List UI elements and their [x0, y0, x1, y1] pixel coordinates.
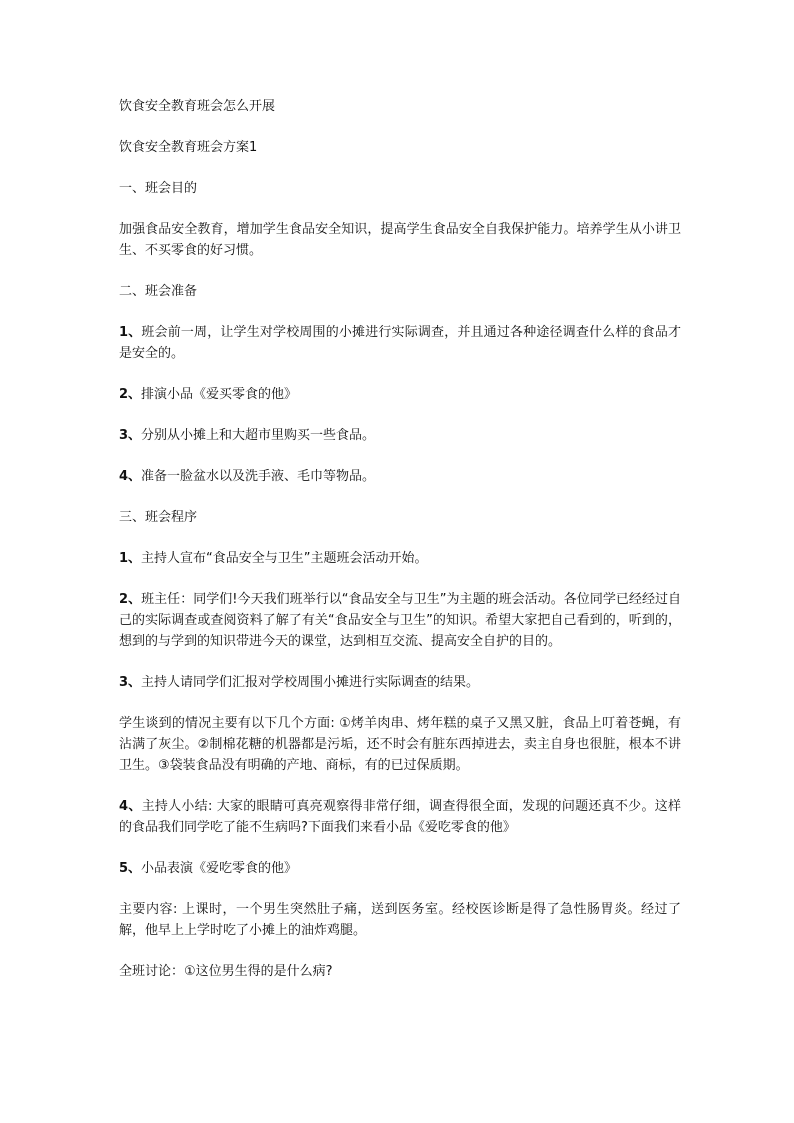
class-discussion-paragraph: 全班讨论：①这位男生得的是什么病? — [119, 964, 333, 979]
purpose-paragraph: 加强食品安全教育，增加学生食品安全知识，提高学生食品安全自我保护能力。培养学生从小讲卫生、不买零食的好习惯。 — [119, 222, 681, 258]
skit-summary-paragraph: 主要内容: 上课时，一个男生突然肚子痛，送到医务室。经校医诊断是得了急性肠胃炎。经过了解，他早上上学时吃了小摊上的油炸鸡腿。 — [119, 902, 681, 938]
preparation-item-1: 1、班会前一周，让学生对学校周围的小摊进行实际调查，并且通过各种途径调查什么样的食品才是安全的。 — [119, 325, 681, 361]
student-report-paragraph: 学生谈到的情况主要有以下几个方面: ①烤羊肉串、烤年糕的桌子又黑又脏，食品上叮着苍蝇，有沾满了灰尘。②制棉花糖的机器都是污垢，还不时会有脏东西掉进去，卖主自身也很脏，根本不讲卫生。③袋装食品没有明确的产地、商标，有的已过保质期。 — [119, 716, 681, 773]
procedure-item-1: 1、主持人宣布“食品安全与卫生”主题班会活动开始。 — [119, 551, 428, 566]
document-title: 饮食安全教育班会怎么开展 — [119, 99, 276, 114]
section-heading-procedure: 三、班会程序 — [119, 510, 198, 525]
section-heading-purpose: 一、班会目的 — [119, 181, 198, 196]
preparation-item-3: 3、分别从小摊上和大超市里购买一些食品。 — [119, 428, 376, 443]
procedure-item-5: 5、小品表演《爱吃零食的他》 — [119, 861, 298, 876]
section-heading-preparation: 二、班会准备 — [119, 284, 198, 299]
plan-subtitle: 饮食安全教育班会方案1 — [119, 140, 258, 155]
document-body — [119, 96, 681, 1002]
preparation-item-2: 2、排演小品《爱买零食的他》 — [119, 387, 298, 402]
procedure-item-2: 2、班主任：同学们!今天我们班举行以“食品安全与卫生”为主题的班会活动。各位同学已经经过自己的实际调查或查阅资料了解了有关“食品安全与卫生”的知识。希望大家把自己看到的，听到的，想到的与学到的知识带进今天的课堂，达到相互交流、提高安全自护的目的。 — [119, 592, 681, 649]
procedure-item-4: 4、主持人小结: 大家的眼睛可真亮观察得非常仔细，调查得很全面，发现的问题还真不少。这样的食品我们同学吃了能不生病吗?下面我们来看小品《爱吃零食的他》 — [119, 799, 681, 835]
procedure-item-3: 3、主持人请同学们汇报对学校周围小摊进行实际调查的结果。 — [119, 675, 480, 690]
preparation-item-4: 4、准备一脸盆水以及洗手液、毛巾等物品。 — [119, 469, 376, 484]
